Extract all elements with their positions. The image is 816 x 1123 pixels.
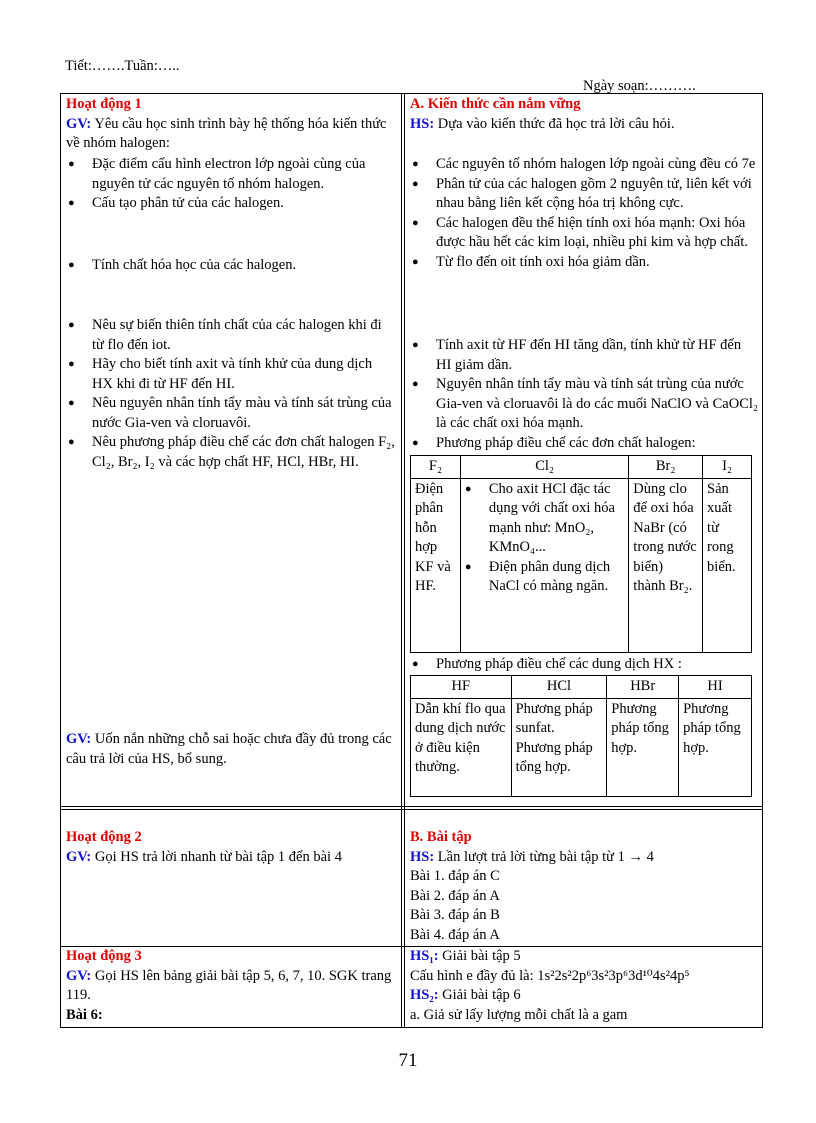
table-header: Cl₂ (460, 456, 628, 479)
list-item: ● Các halogen đều thể hiện tính oxi hóa mạnh: Oxi hóa được hầu hết các kim loại, nhiều phi kim và hợp chất. (410, 214, 758, 253)
hs-label: HS: (410, 848, 435, 865)
solution-line: a. Giả sử lấy lượng mỗi chất là a gam (410, 1006, 628, 1023)
activity-2-title: Hoạt động 2 (66, 829, 142, 845)
page-number: 71 (398, 1050, 418, 1071)
knowledge-list (410, 155, 758, 272)
table-cell (460, 478, 628, 652)
halogen-preparation-table (410, 455, 752, 653)
gv-instruction: Gọi HS lên bảng giải bài tập 5, 6, 7, 10. SGK trang 119. (66, 967, 392, 1003)
list-item: ● Các nguyên tố nhóm halogen lớp ngoài cùng đều có 7e (410, 155, 758, 175)
list-item: ● Phương pháp điều chế các dung dịch HX : (410, 655, 758, 675)
hs2-task: Giải bài tập 6 (442, 987, 521, 1003)
hs1-label: HS₁: (410, 948, 439, 964)
table-cell: Sản xuất từ rong biển. (703, 478, 752, 652)
gv-feedback (66, 730, 396, 769)
list-item: ● Nêu nguyên nhân tính tẩy màu và tính sát trùng của nước Gia-ven và cloruavôi. (66, 394, 396, 433)
exercise-title: B. Bài tập (410, 829, 472, 845)
list-item: ● Cấu tạo phân tử của các halogen. (66, 194, 396, 214)
gv-label: GV: (66, 115, 92, 132)
answer-item: Bài 4. đáp án A (410, 926, 500, 943)
table-header: HCl (511, 676, 607, 699)
table-header: F₂ (411, 456, 461, 479)
electron-configuration: Cấu hình e đầy đủ là: 1s²2s²2p⁶3s²3p⁶3d¹⁰4s²4p⁵ (410, 967, 690, 984)
activity-1-title: Hoạt động 1 (66, 96, 142, 112)
activity-1-section (66, 95, 398, 154)
exercise-6-label: Bài 6: (66, 1006, 103, 1023)
table-cell: Dẫn khí flo qua dung dịch nước ở điều kiện thường. (411, 698, 512, 796)
table-header: HBr (607, 676, 679, 699)
list-item: ● Đặc điểm cấu hình electron lớp ngoài cùng của nguyên tử các nguyên tố nhóm halogen. (66, 155, 396, 194)
gv-instruction: Gọi HS trả lời nhanh từ bài tập 1 đến bài 4 (94, 848, 342, 865)
list-item: ● Phương pháp điều chế các đơn chất halogen: (410, 434, 758, 454)
answer-item: Bài 3. đáp án B (410, 907, 500, 923)
table-cell: Phương pháp tổng hợp. (679, 698, 752, 796)
list-item: ● Tính axit từ HF đến HI tăng dần, tính khử từ HF đến HI giảm dần. (410, 336, 758, 375)
hs2-label: HS₂: (410, 987, 439, 1003)
list-item: ● Nguyên nhân tính tẩy màu và tính sát trùng của nước Gia-ven và cloruavôi là do các muối NaClO và CaOCl₂ là các chất oxi hóa mạnh. (410, 375, 758, 434)
hs-instruction: Dựa vào kiến thức đã học trả lời câu hỏi. (437, 115, 675, 132)
hs1-task: Giải bài tập 5 (442, 948, 521, 964)
gv-label: GV: (66, 731, 92, 747)
prep-date-label: Ngày soạn:………. (583, 78, 696, 94)
activity-1-question-list (66, 155, 396, 214)
table-header: I₂ (703, 456, 752, 479)
table-header: Br₂ (629, 456, 703, 479)
list-item: ● Điện phân dung dịch NaCl có màng ngăn. (463, 558, 624, 597)
knowledge-title: A. Kiến thức cần nắm vững (410, 96, 581, 112)
table-cell: Phương pháp sunfat. Phương pháp tổng hợp. (511, 698, 607, 796)
solutions-section (410, 947, 760, 1025)
answer-item: Bài 2. đáp án A (410, 887, 500, 904)
list-item: ● Cho axit HCl đặc tác dụng với chất oxi hóa mạnh như: MnO₂, KMnO₄... (463, 480, 624, 558)
list-item: ● Tính chất hóa học của các halogen. (66, 256, 396, 276)
answer-item: Bài 1. đáp án C (410, 868, 500, 884)
activity-3-title: Hoạt động 3 (66, 948, 142, 964)
activity-3-section (66, 947, 398, 1025)
table-cell: Điện phân hỗn hợp KF và HF. (411, 478, 461, 652)
gv-label: GV: (66, 848, 92, 865)
table-cell: Dùng clo để oxi hóa NaBr (có trong nước biển) thành Br₂. (629, 478, 703, 652)
list-item: ● Hãy cho biết tính axit và tính khử của dung dịch HX khi đi từ HF đến HI. (66, 355, 396, 394)
activity-2-section (66, 828, 398, 867)
hx-preparation-table (410, 675, 752, 797)
table-cell: Phương pháp tổng hợp. (607, 698, 679, 796)
table-header: HF (411, 676, 512, 699)
gv-label: GV: (66, 967, 92, 984)
lesson-week-label: Tiết:…….Tuần:….. (65, 58, 180, 74)
list-item: ● Nêu sự biến thiên tính chất của các halogen khi đi từ flo đến iot. (66, 316, 396, 355)
table-header: HI (679, 676, 752, 699)
exercise-section (410, 828, 760, 945)
hs-label: HS: (410, 115, 435, 132)
list-item: ● Nêu phương pháp điều chế các đơn chất halogen F₂, Cl₂, Br₂, I₂ và các hợp chất HF, HCl, HBr, HI. (66, 433, 396, 472)
hs-instruction: Lần lượt trả lời từng bài tập từ 1 → 4 (437, 848, 654, 865)
list-item: ● Từ flo đến oit tính oxi hóa giảm dần. (410, 253, 758, 273)
knowledge-section (410, 95, 760, 134)
list-item: ● Phân tử của các halogen gồm 2 nguyên tử, liên kết với nhau bằng liên kết cộng hóa trị không cực. (410, 175, 758, 214)
gv-instruction: Yêu cầu học sinh trình bày hệ thống hóa kiến thức về nhóm halogen: (66, 115, 387, 151)
gv-feedback-text: Uốn nắn những chỗ sai hoặc chưa đầy đủ trong các câu trả lời của HS, bổ sung. (66, 731, 392, 767)
